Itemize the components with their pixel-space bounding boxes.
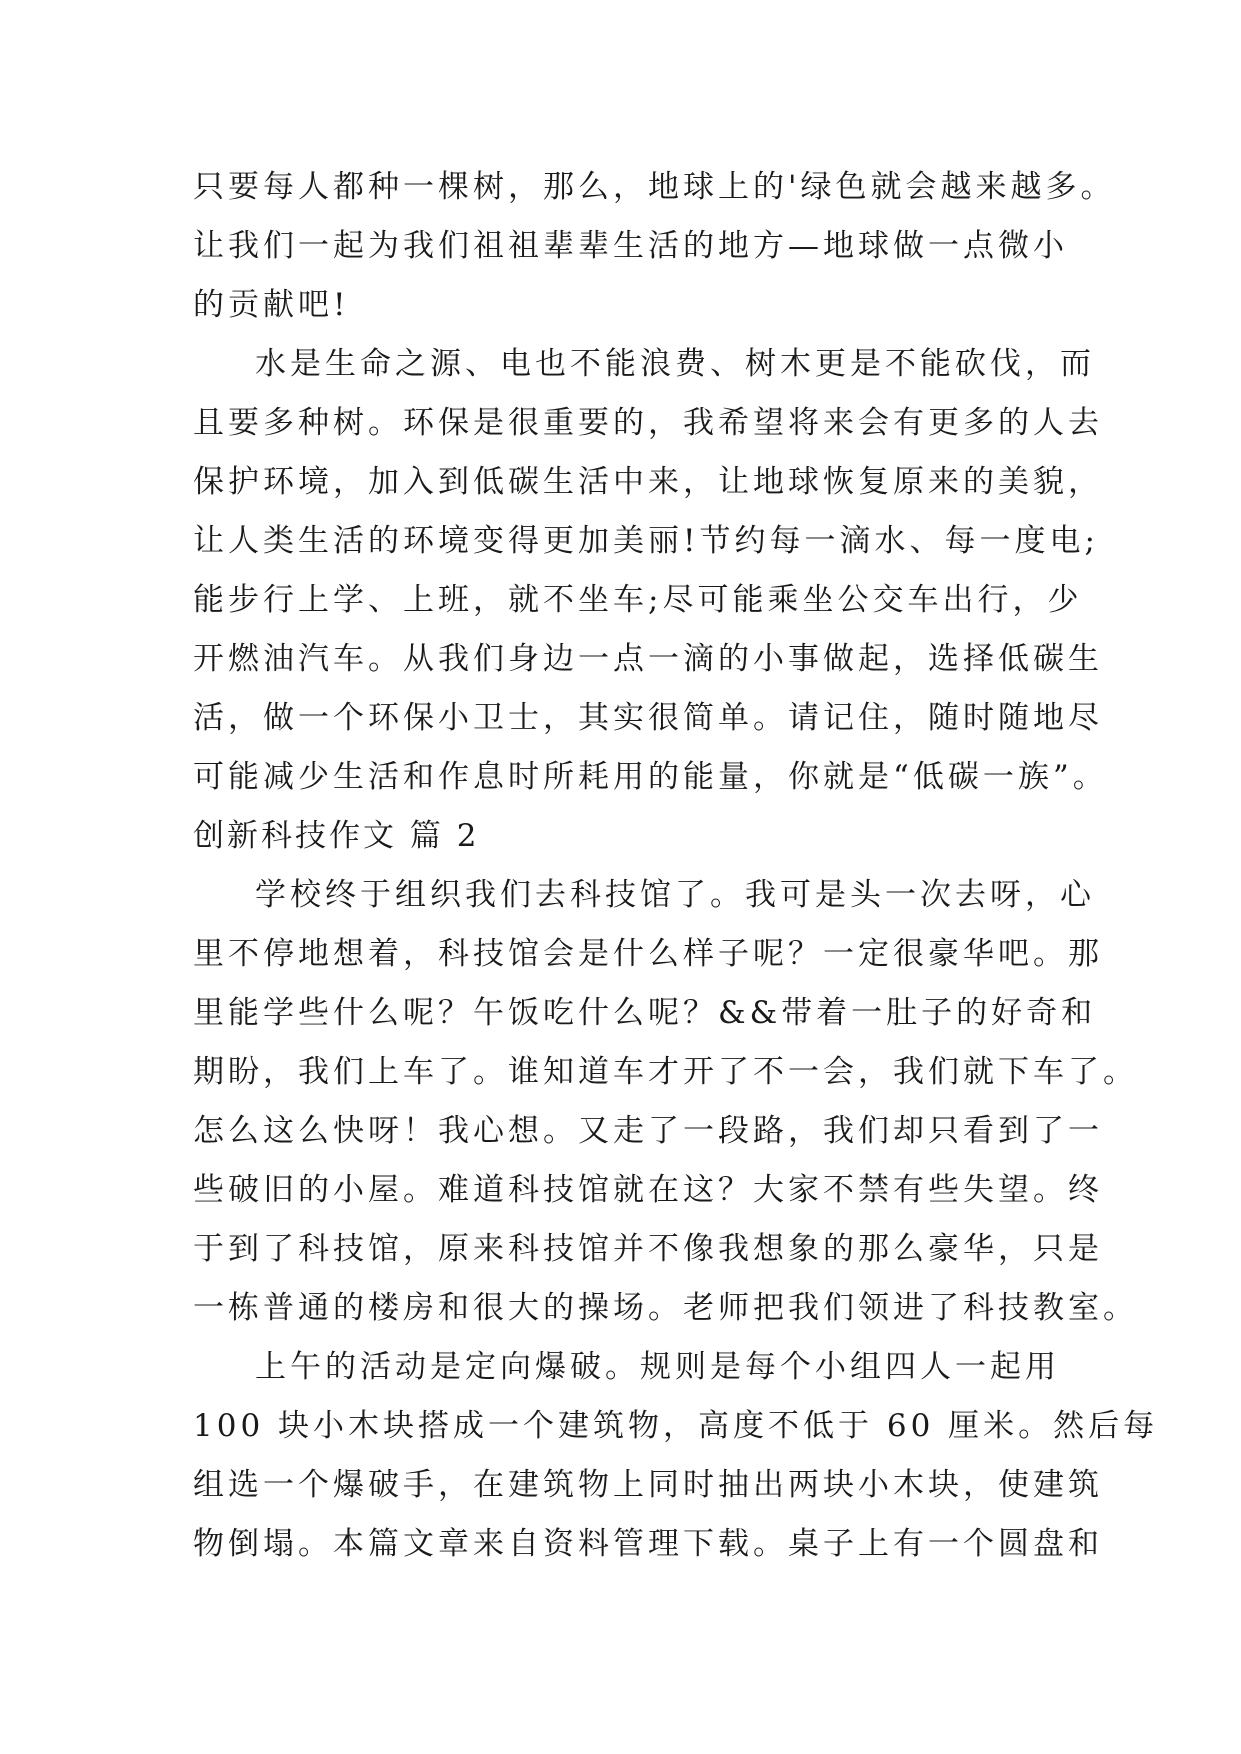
text-line: 水是生命之源、电也不能浪费、树木更是不能砍伐，而 <box>255 346 1095 382</box>
paragraph-3 <box>193 866 1138 1338</box>
paragraph-4 <box>193 1338 1159 1574</box>
text-line: 组选一个爆破手，在建筑物上同时抽出两块小木块，使建筑 <box>193 1467 1103 1503</box>
text-line: 怎么这么快呀！我心想。又走了一段路，我们却只看到了一 <box>193 1113 1103 1149</box>
text-line: 且要多种树。环保是很重要的，我希望将来会有更多的人去 <box>193 405 1103 441</box>
text-line: 学校终于组织我们去科技馆了。我可是头一次去呀，心 <box>255 877 1095 913</box>
text-line: 开燃油汽车。从我们身边一点一滴的小事做起，选择低碳生 <box>193 641 1103 677</box>
text-line: 的贡献吧! <box>193 287 350 323</box>
paragraph-1 <box>193 158 1116 335</box>
text-line: 100 块小木块搭成一个建筑物，高度不低于 60 厘米。然后每 <box>193 1408 1159 1444</box>
text-line: 期盼，我们上车了。谁知道车才开了不一会，我们就下车了。 <box>193 1054 1138 1090</box>
paragraph-2 <box>193 335 1108 807</box>
text-line: 于到了科技馆，原来科技馆并不像我想象的那么豪华，只是 <box>193 1231 1103 1267</box>
document-body <box>193 158 1159 1574</box>
text-line: 让人类生活的环境变得更加美丽!节约每一滴水、每一度电; <box>193 523 1099 559</box>
text-line: 可能减少生活和作息时所耗用的能量，你就是“低碳一族”。 <box>193 759 1108 795</box>
text-line: 上午的活动是定向爆破。规则是每个小组四人一起用 <box>255 1349 1060 1385</box>
text-line: 保护环境，加入到低碳生活中来，让地球恢复原来的美貌， <box>193 464 1103 500</box>
section-heading: 创新科技作文 篇 2 <box>193 818 480 854</box>
text-line: 能步行上学、上班，就不坐车;尽可能乘坐公交车出行，少 <box>193 582 1083 618</box>
text-line: 活，做一个环保小卫士，其实很简单。请记住，随时随地尽 <box>193 700 1103 736</box>
text-line: 里不停地想着，科技馆会是什么样子呢？一定很豪华吧。那 <box>193 936 1103 972</box>
text-line: 物倒塌。本篇文章来自资料管理下载。桌子上有一个圆盘和 <box>193 1526 1103 1562</box>
text-line: 只要每人都种一棵树，那么，地球上的'绿色就会越来越多。 <box>193 169 1116 205</box>
text-line: 里能学些什么呢？午饭吃什么呢？&&带着一肚子的好奇和 <box>193 995 1097 1031</box>
text-line: 些破旧的小屋。难道科技馆就在这？大家不禁有些失望。终 <box>193 1172 1103 1208</box>
text-line: 让我们一起为我们祖祖辈辈生活的地方—地球做一点微小 <box>193 228 1068 264</box>
text-line: 一栋普通的楼房和很大的操场。老师把我们领进了科技教室。 <box>193 1290 1138 1326</box>
